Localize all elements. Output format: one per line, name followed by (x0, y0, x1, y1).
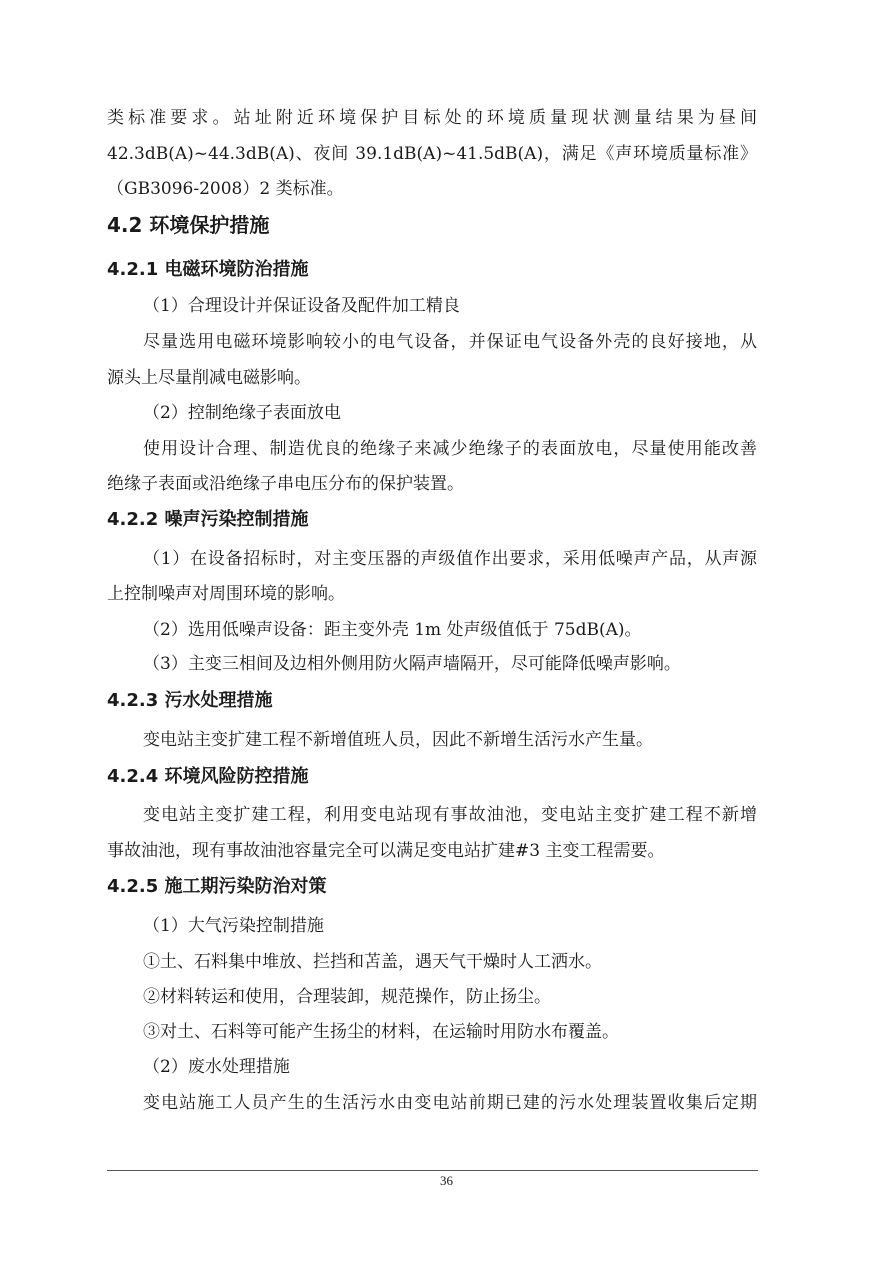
list-item: （2）控制绝缘子表面放电 (143, 403, 341, 423)
section-heading-4-2: 4.2 环境保护措施 (107, 213, 270, 237)
page-number: 36 (440, 1173, 453, 1188)
paragraph-line: 变电站主变扩建工程不新增值班人员，因此不新增生活污水产生量。 (143, 730, 653, 750)
list-item: （1）大气污染控制措施 (143, 916, 324, 936)
section-heading-4-2-3: 4.2.3 污水处理措施 (107, 690, 273, 711)
paragraph-line: 上控制噪声对周围环境的影响。 (107, 584, 345, 604)
paragraph-line: 变电站主变扩建工程，利用变电站现有事故油池，变电站主变扩建工程不新增 (143, 805, 757, 825)
section-heading-4-2-2: 4.2.2 噪声污染控制措施 (107, 509, 309, 530)
list-item: （2）选用低噪声设备：距主变外壳 1m 处声级值低于 75dB(A)。 (143, 620, 642, 640)
paragraph-line: 尽量选用电磁环境影响较小的电气设备，并保证电气设备外壳的良好接地，从 (143, 332, 757, 352)
list-item: （1）在设备招标时，对主变压器的声级值作出要求，采用低噪声产品，从声源 (143, 549, 757, 569)
section-heading-4-2-5: 4.2.5 施工期污染防治对策 (107, 876, 327, 897)
list-item: （1）合理设计并保证设备及配件加工精良 (143, 296, 460, 316)
list-item: ②材料转运和使用，合理装卸，规范操作，防止扬尘。 (143, 987, 551, 1007)
paragraph-line: 变电站施工人员产生的生活污水由变电站前期已建的污水处理装置收集后定期 (143, 1093, 757, 1113)
paragraph-line: 绝缘子表面或沿绝缘子串电压分布的保护装置。 (107, 474, 464, 494)
section-heading-4-2-1: 4.2.1 电磁环境防治措施 (107, 259, 309, 280)
list-item: ①土、石料集中堆放、拦挡和苫盖，遇天气干燥时人工洒水。 (143, 952, 602, 972)
paragraph-line: 事故油池，现有事故油池容量完全可以满足变电站扩建#3 主变工程需要。 (107, 841, 665, 861)
list-item: （3）主变三相间及边相外侧用防火隔声墙隔开，尽可能降低噪声影响。 (143, 654, 681, 674)
footer-divider (107, 1170, 758, 1171)
intro-line-3: （GB3096-2008）2 类标准。 (107, 179, 344, 199)
list-item: （2）废水处理措施 (143, 1057, 290, 1077)
intro-line-1: 类标准要求。站址附近环境保护目标处的环境质量现状测量结果为昼间 (107, 108, 757, 128)
section-heading-4-2-4: 4.2.4 环境风险防控措施 (107, 766, 309, 787)
paragraph-line: 源头上尽量削减电磁影响。 (107, 368, 311, 388)
paragraph-line: 使用设计合理、制造优良的绝缘子来减少绝缘子的表面放电，尽量使用能改善 (143, 439, 757, 459)
intro-line-2: 42.3dB(A)~44.3dB(A)、夜间 39.1dB(A)~41.5dB(A)，满足《声环境质量标准》 (107, 144, 757, 164)
list-item: ③对土、石料等可能产生扬尘的材料，在运输时用防水布覆盖。 (143, 1022, 619, 1042)
